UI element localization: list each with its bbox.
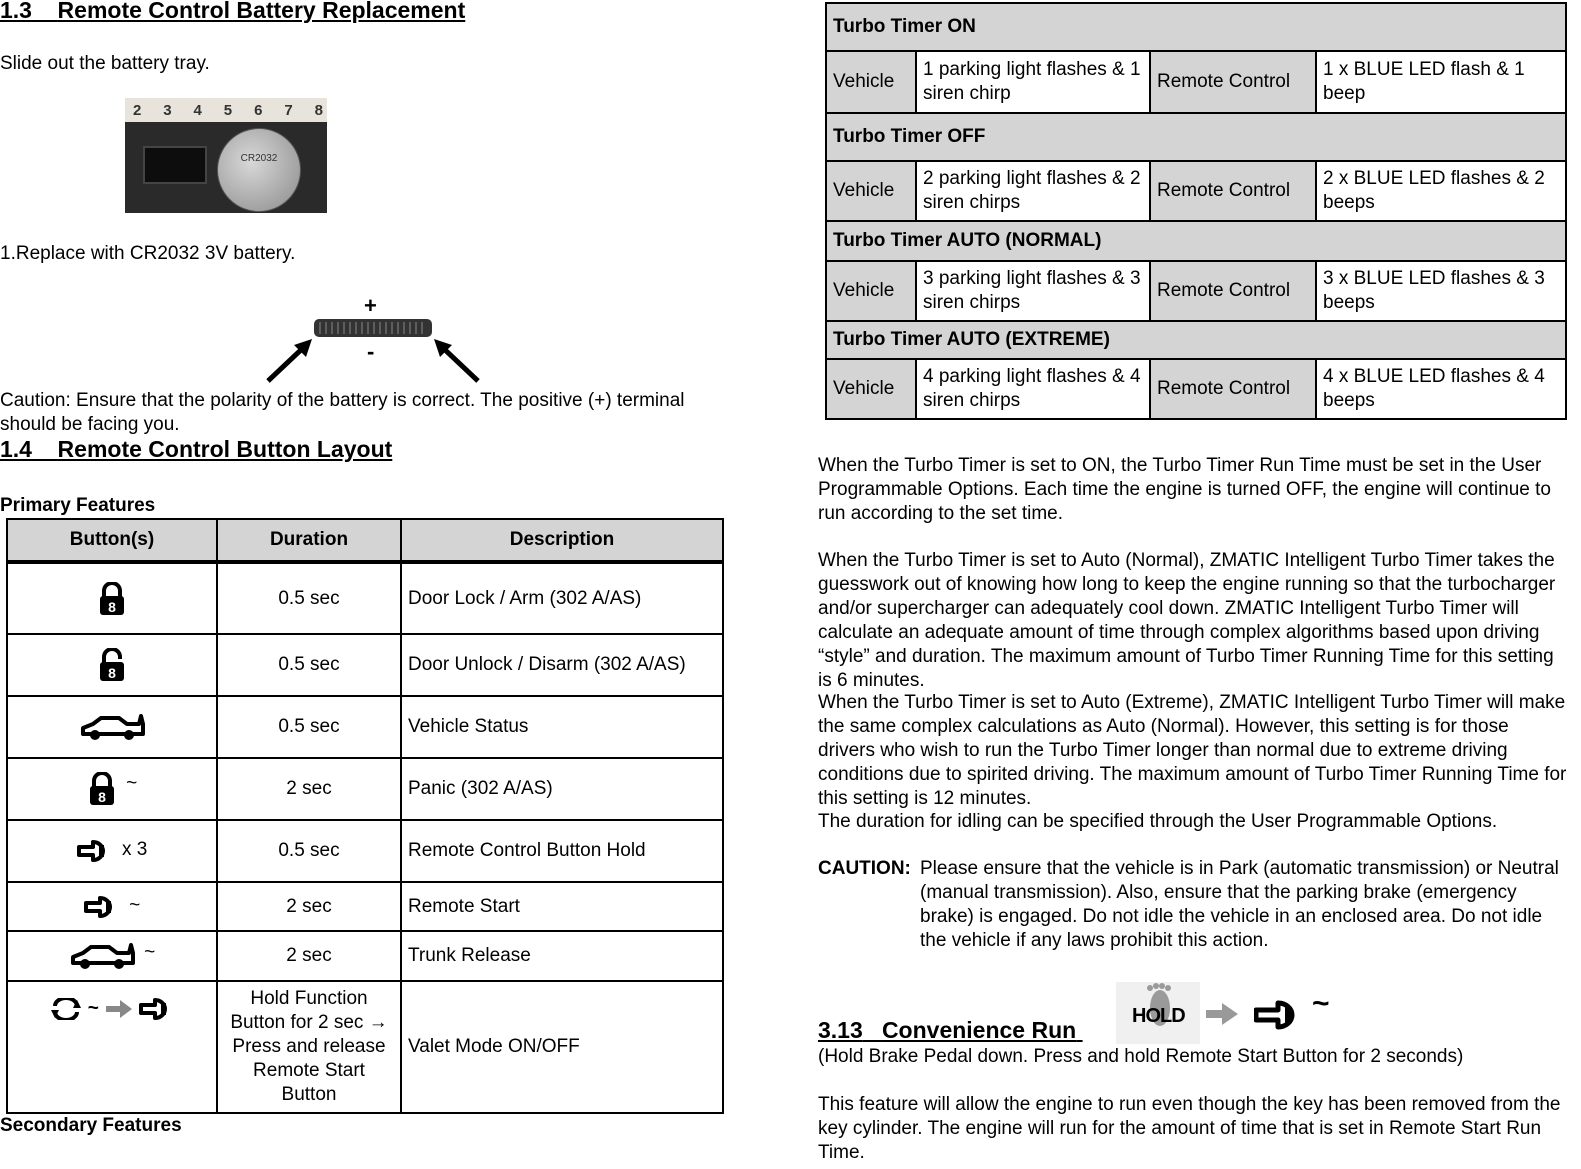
turbo-section-row (826, 321, 1566, 359)
vehicle-feedback: 2 parking light flashes & 2 siren chirps (916, 161, 1150, 221)
table-header-row (7, 519, 723, 562)
table-row (826, 261, 1566, 321)
table-row (7, 696, 723, 758)
table-row (7, 882, 723, 931)
remote-feedback: 4 x BLUE LED flashes & 4 beeps (1316, 359, 1566, 419)
svg-text:8: 8 (108, 598, 116, 615)
caution-label: CAUTION: (818, 858, 911, 879)
description-cell: Door Lock / Arm (302 A/AS) (401, 562, 723, 634)
turbo-section-title: Turbo Timer AUTO (NORMAL) (826, 221, 1566, 261)
turbo-section-row (826, 221, 1566, 261)
col-header-buttons: Button(s) (7, 519, 217, 562)
hold-tilde: ~ (1312, 987, 1330, 1020)
remote-feedback: 2 x BLUE LED flashes & 2 beeps (1316, 161, 1566, 221)
hold-suffix: ~ (87, 998, 99, 1020)
key-icon (1254, 998, 1306, 1039)
remote-feedback: 3 x BLUE LED flashes & 3 beeps (1316, 261, 1566, 321)
svg-text:8: 8 (108, 665, 116, 681)
duration-cell: 0.5 sec (217, 634, 401, 696)
section-1-4-heading: 1.4 Remote Control Button Layout (0, 436, 393, 462)
tray-slot (143, 146, 207, 184)
table-row (826, 359, 1566, 419)
remote-label: Remote Control (1150, 51, 1316, 113)
svg-text:8: 8 (97, 789, 106, 805)
description-cell: Remote Control Button Hold (401, 820, 723, 882)
turbo-section-title: Turbo Timer AUTO (EXTREME) (826, 321, 1566, 359)
unlock-icon (97, 654, 127, 681)
hold-suffix: ~ (144, 942, 156, 963)
caution-polarity: Caution: Ensure that the polarity of the battery is correct. The positive (+) terminal should be facing you. (0, 390, 685, 435)
description-cell: Door Unlock / Disarm (302 A/AS) (401, 634, 723, 696)
arrow-right-icon (1204, 1002, 1240, 1033)
primary-features-label: Primary Features (0, 495, 156, 516)
button-cell (7, 758, 217, 820)
turbo-auto-extreme-paragraph: When the Turbo Timer is set to Auto (Extreme), ZMATIC Intelligent Turbo Timer will make the same complex calculations as Auto (Normal). However, this setting is for those drivers who wish to run the Turbo Timer longer than normal due to extreme driving conditions due to spirited driving. The maximum amount of Turbo Timer Running Time for this setting is 12 minutes. (818, 692, 1567, 809)
description-cell: Valet Mode ON/OFF (401, 981, 723, 1113)
hold-suffix: ~ (129, 894, 141, 916)
idling-paragraph: The duration for idling can be specified through the User Programmable Options. (818, 811, 1498, 832)
table-row (7, 981, 723, 1113)
table-row (7, 634, 723, 696)
vehicle-label: Vehicle (826, 51, 916, 113)
car-trunk-icon (69, 945, 140, 966)
convenience-run-instruction: (Hold Brake Pedal down. Press and hold Remote Start Button for 2 seconds) (818, 1046, 1464, 1067)
convenience-run-description: This feature will allow the engine to run even though the key has been removed from the key cylinder. The engine will run for the amount of time that is set in Remote Start Run Time. (818, 1094, 1561, 1163)
key-icon (139, 998, 175, 1019)
col-header-duration: Duration (217, 519, 401, 562)
section-3-13-heading: 3.13 Convenience Run (818, 1017, 1077, 1043)
lock-icon (87, 778, 122, 805)
remote-feedback: 1 x BLUE LED flash & 1 beep (1316, 51, 1566, 113)
table-row (826, 161, 1566, 221)
vehicle-feedback: 3 parking light flashes & 3 siren chirps (916, 261, 1150, 321)
table-row (7, 820, 723, 882)
turbo-section-row (826, 3, 1566, 51)
key-icon (77, 840, 118, 861)
polarity-diagram (264, 295, 482, 385)
vehicle-feedback: 1 parking light flashes & 1 siren chirp (916, 51, 1150, 113)
description-cell: Remote Start (401, 882, 723, 931)
function-icon (49, 998, 88, 1019)
minus-sign: - (367, 339, 375, 364)
key-icon (84, 896, 125, 917)
remote-label: Remote Control (1150, 359, 1316, 419)
plus-sign: + (364, 293, 377, 318)
col-header-description: Description (401, 519, 723, 562)
brake-pedal-hold-icon (1116, 982, 1200, 1044)
coin-battery: CR2032 (217, 128, 301, 212)
slide-instruction: Slide out the battery tray. (0, 53, 210, 74)
button-cell (7, 820, 217, 882)
description-cell: Trunk Release (401, 931, 723, 981)
table-row (7, 758, 723, 820)
duration-cell: 2 sec (217, 758, 401, 820)
lock-icon (97, 588, 127, 615)
press-count-suffix: x 3 (121, 839, 148, 860)
duration-cell: 0.5 sec (217, 820, 401, 882)
vehicle-label: Vehicle (826, 161, 916, 221)
car-trunk-icon (79, 716, 145, 737)
button-cell (7, 931, 217, 981)
hold-suffix: ~ (126, 773, 138, 794)
duration-cell: 0.5 sec (217, 562, 401, 634)
remote-label: Remote Control (1150, 161, 1316, 221)
turbo-section-title: Turbo Timer ON (826, 3, 1566, 51)
button-cell (7, 634, 217, 696)
secondary-features-label: Secondary Features (0, 1115, 182, 1136)
remote-label: Remote Control (1150, 261, 1316, 321)
duration-cell: 2 sec (217, 931, 401, 981)
duration-cell: 2 sec (217, 882, 401, 931)
button-cell (7, 696, 217, 758)
battery-tray-photo: 2 3 4 5 6 7 8 CR2032 (125, 98, 327, 213)
vehicle-feedback: 4 parking light flashes & 4 siren chirps (916, 359, 1150, 419)
description-cell: Vehicle Status (401, 696, 723, 758)
turbo-timer-table (825, 2, 1567, 420)
vehicle-label: Vehicle (826, 261, 916, 321)
description-cell: Panic (302 A/AS) (401, 758, 723, 820)
duration-cell: Hold Function Button for 2 sec → Press and release Remote Start Button (217, 981, 401, 1113)
table-row (826, 51, 1566, 113)
hold-label: HOLD (1132, 1005, 1185, 1027)
button-cell (7, 882, 217, 931)
table-row (7, 562, 723, 634)
primary-features-table (6, 518, 724, 1114)
vehicle-label: Vehicle (826, 359, 916, 419)
turbo-on-paragraph: When the Turbo Timer is set to ON, the Turbo Timer Run Time must be set in the User Programmable Options. Each time the engine is turned OFF, the engine will continue to run according to the set time. (818, 455, 1551, 524)
turbo-section-row (826, 113, 1566, 161)
arrow-right-icon (104, 998, 139, 1019)
replace-instruction: 1.Replace with CR2032 3V battery. (0, 243, 296, 264)
button-cell (7, 562, 217, 634)
turbo-section-title: Turbo Timer OFF (826, 113, 1566, 161)
table-row (7, 931, 723, 981)
button-cell (7, 981, 217, 1113)
caution-text: Please ensure that the vehicle is in Park (automatic transmission) or Neutral (manual transmission). Also, ensure that the parking brake (emergency brake) is engaged. Do not idle the vehicle in an enclosed area. Do not idle the vehicle if any laws prohibit this action. (920, 858, 1559, 951)
turbo-auto-normal-paragraph: When the Turbo Timer is set to Auto (Normal), ZMATIC Intelligent Turbo Timer takes the guesswork out of knowing how long to keep the engine running so that the turbocharger and/or supercharger can adequately cool down. ZMATIC Intelligent Turbo Timer will calculate an adequate amount of time through complex algorithms based upon driving “style” and duration. The maximum amount of Turbo Timer Running Time for this setting is 6 minutes. (818, 550, 1556, 691)
section-1-3-heading: 1.3 Remote Control Battery Replacement (0, 0, 466, 23)
duration-cell: 0.5 sec (217, 696, 401, 758)
